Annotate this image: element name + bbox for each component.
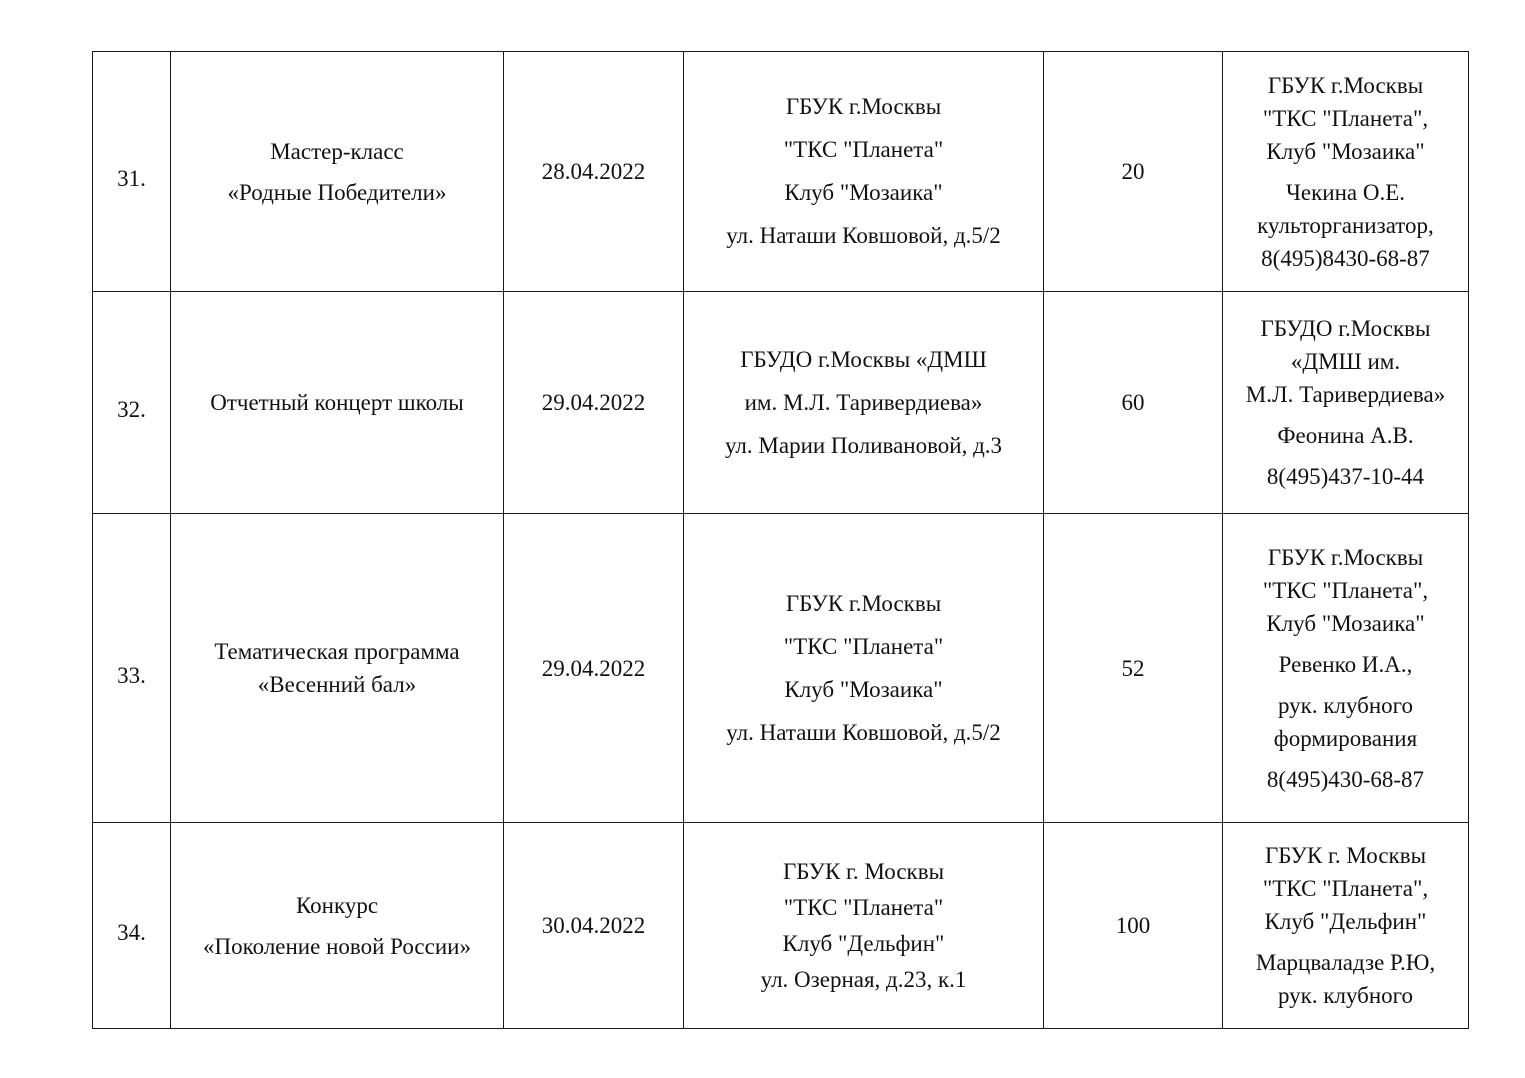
- event-place-line: ГБУДО г.Москвы «ДМШ: [740, 346, 987, 372]
- responsible-org-line: ГБУК г.Москвы: [1267, 72, 1424, 98]
- event-name: [171, 823, 504, 1029]
- event-name: [171, 52, 504, 292]
- event-place-line: "ТКС "Планета": [783, 894, 944, 920]
- event-place-line: Клуб "Дельфин": [782, 930, 945, 956]
- responsible-org-line: ГБУК г. Москвы: [1264, 843, 1427, 868]
- responsible-org-line: "ТКС "Планета",: [1262, 876, 1429, 901]
- row-number: 31.: [93, 52, 171, 292]
- event-name-line: Конкурс: [295, 892, 379, 918]
- event-place-line: ГБУК г.Москвы: [785, 94, 942, 119]
- event-name-line: «Весенний бал»: [257, 672, 417, 697]
- responsible-person-line: Марцваладзе Р.Ю,: [1255, 950, 1436, 975]
- responsible-person-line: Ревенко И.А.,: [1278, 651, 1413, 677]
- responsible-phone: 8(495)437-10-44: [1266, 464, 1425, 489]
- responsible-org-line: Клуб "Мозаика": [1266, 610, 1425, 636]
- event-name: [171, 514, 504, 823]
- responsible-org-line: "ТКС "Планета",: [1262, 105, 1429, 131]
- event-date: 29.04.2022: [504, 514, 684, 823]
- participant-count: 52: [1044, 514, 1223, 823]
- responsible-org-line: Клуб "Мозаика": [1266, 138, 1425, 164]
- event-place-line: Клуб "Мозаика": [784, 676, 943, 702]
- event-place: [684, 514, 1044, 823]
- event-place-line: ул. Озерная, д.23, к.1: [760, 966, 967, 992]
- responsible-org-line: «ДМШ им.: [1290, 349, 1401, 374]
- responsible-role-line: рук. клубного: [1277, 692, 1414, 718]
- event-name-line: «Родные Победители»: [227, 179, 447, 205]
- event-place-line: Клуб "Мозаика": [784, 180, 943, 205]
- event-place-line: ГБУК г.Москвы: [785, 590, 942, 616]
- participant-count: 60: [1044, 292, 1223, 514]
- row-number: 33.: [93, 514, 171, 823]
- event-place-line: ул. Марии Поливановой, д.3: [724, 432, 1003, 458]
- responsible-contact: [1223, 52, 1469, 292]
- responsible-person-line: культорганизатор,: [1257, 212, 1434, 238]
- event-name-line: Тематическая программа: [214, 639, 460, 664]
- responsible-person-line: рук. клубного: [1277, 983, 1414, 1008]
- responsible-org-line: ГБУДО г.Москвы: [1260, 316, 1431, 341]
- event-place: [684, 52, 1044, 292]
- events-table: [92, 51, 1469, 1029]
- event-name-line: Мастер-класс: [270, 138, 404, 164]
- responsible-phone: 8(495)430-68-87: [1266, 766, 1425, 792]
- responsible-contact: [1223, 823, 1469, 1029]
- responsible-person-line: Чекина О.Е.: [1285, 179, 1406, 205]
- participant-count: 20: [1044, 52, 1223, 292]
- event-date: 30.04.2022: [504, 823, 684, 1029]
- table-row: [93, 823, 1469, 1029]
- responsible-org-line: ГБУК г.Москвы: [1267, 544, 1424, 570]
- event-place-line: "ТКС "Планета": [783, 633, 944, 659]
- event-place: [684, 292, 1044, 514]
- responsible-org-line: "ТКС "Планета",: [1262, 577, 1429, 603]
- event-place-line: ул. Наташи Ковшовой, д.5/2: [726, 719, 1001, 745]
- event-place-line: "ТКС "Планета": [783, 137, 944, 162]
- event-place-line: ГБУК г. Москвы: [782, 858, 945, 884]
- event-place-line: ул. Наташи Ковшовой, д.5/2: [726, 223, 1001, 248]
- responsible-contact: [1223, 292, 1469, 514]
- responsible-contact: [1223, 514, 1469, 823]
- event-name-line: «Поколение новой России»: [203, 933, 471, 959]
- responsible-person-line: 8(495)8430-68-87: [1261, 245, 1430, 271]
- participant-count: 100: [1044, 823, 1223, 1029]
- row-number: 32.: [93, 292, 171, 514]
- table-row: [93, 514, 1469, 823]
- responsible-role-line: формирования: [1273, 725, 1418, 751]
- responsible-person-line: Феонина А.В.: [1277, 423, 1414, 448]
- event-place: [684, 823, 1044, 1029]
- responsible-org-line: М.Л. Таривердиева»: [1245, 382, 1446, 407]
- event-name-line: Отчетный концерт школы: [210, 390, 464, 415]
- table-row: [93, 292, 1469, 514]
- table-row: [93, 52, 1469, 292]
- event-name: [171, 292, 504, 514]
- event-date: 29.04.2022: [504, 292, 684, 514]
- event-date: 28.04.2022: [504, 52, 684, 292]
- responsible-org-line: Клуб "Дельфин": [1264, 909, 1427, 934]
- row-number: 34.: [93, 823, 171, 1029]
- event-place-line: им. М.Л. Таривердиева»: [744, 389, 983, 415]
